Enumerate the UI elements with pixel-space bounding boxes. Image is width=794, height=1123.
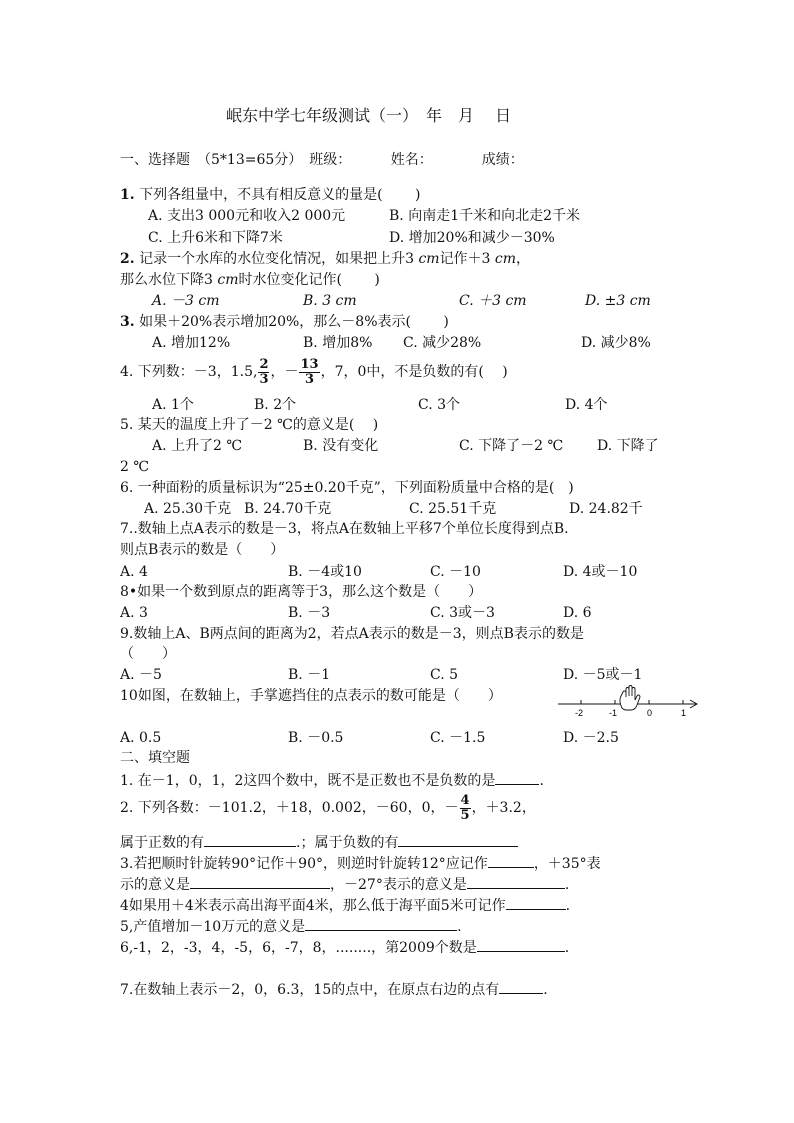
unit-cm: cm xyxy=(494,251,517,267)
question-text: 3.若把顺时针旋转90°记作＋90°，则逆时针旋转12°应记作 xyxy=(120,856,488,872)
q5-option-b: B. 没有变化 xyxy=(303,438,379,454)
question-10-stem: 10如图，在数轴上，手掌遮挡住的点表示的数可能是（ ） xyxy=(120,688,502,704)
answer-blank-negative[interactable] xyxy=(398,832,518,847)
fraction xyxy=(299,358,319,387)
fraction-denominator: 3 xyxy=(259,371,269,387)
q2-option-d: D. ±3 cm xyxy=(585,293,651,309)
q9-option-c: C. 5 xyxy=(430,667,459,683)
unit-cm: cm xyxy=(418,251,440,267)
question-text: 时水位变化记作( ) xyxy=(238,272,380,288)
q2-option-a: A. －3 cm xyxy=(152,293,220,309)
question-text: . xyxy=(565,898,571,914)
question-text: ，－ xyxy=(270,364,299,380)
tick-label: -1 xyxy=(609,708,618,718)
q9-option-a: A. －5 xyxy=(120,667,162,683)
answer-blank[interactable] xyxy=(305,916,457,931)
q10-option-a: A. 0.5 xyxy=(120,730,162,746)
q5-option-d: D. 下降了 xyxy=(597,438,659,454)
unit-cm: cm xyxy=(217,272,239,288)
section1-heading: 一、选择题 （5*13=65分） 班级： 姓名： 成绩： xyxy=(120,152,524,168)
question-text: 7.在数轴上表示－2，0，6.3，15的点中，在原点右边的点有 xyxy=(120,982,500,998)
q10-option-b: B. －0.5 xyxy=(288,730,344,746)
q7-option-c: C. －10 xyxy=(430,564,481,580)
q6-option-c: C. 25.51千克 xyxy=(409,501,497,517)
q5-option-a: A. 上升了2 ℃ xyxy=(152,438,243,454)
fraction-numerator: 13 xyxy=(300,356,319,372)
question-text: 那么水位下降3 xyxy=(120,272,218,288)
tick-label: 1 xyxy=(681,708,687,718)
answer-blank[interactable] xyxy=(506,895,566,910)
question-text: . xyxy=(564,940,570,956)
question-6-stem: 6. 一种面粉的质量标识为“25±0.20千克”，下列面粉质量中合格的是( ) xyxy=(120,480,574,496)
question-text: ， xyxy=(516,251,531,267)
fill-question-2-line2 xyxy=(120,832,518,852)
q3-option-c: C. 减少28% xyxy=(403,335,482,351)
question-text: . xyxy=(543,982,548,998)
question-7-stem: 7..数轴上点A表示的数是－3，将点A在数轴上平移7个单位长度得到点B. xyxy=(120,521,569,537)
q3-option-b: B. 增加8% xyxy=(303,335,373,351)
q1-option-d: D. 增加20%和减少－30% xyxy=(389,230,555,246)
q7-option-b: B. －4或10 xyxy=(288,564,362,580)
question-8-stem: 8•如果一个数到原点的距离等于3，那么这个数是（ ） xyxy=(120,584,483,600)
fraction-numerator: 4 xyxy=(460,792,470,808)
q9-option-b: B. －1 xyxy=(288,667,331,683)
q7-option-d: D. 4或－10 xyxy=(563,564,638,580)
answer-blank-positive[interactable] xyxy=(204,832,296,847)
question-text: 6,-1，2，-3，4，-5，6，-7，8，........，第2009个数是 xyxy=(120,940,477,956)
question-text: 1. 在－1，0，1，2这四个数中，既不是正数也不是负数的是 xyxy=(120,773,496,789)
q10-option-d: D. －2.5 xyxy=(563,730,619,746)
q4-option-a: A. 1个 xyxy=(152,397,194,413)
question-2-stem xyxy=(120,250,530,268)
fraction xyxy=(460,794,471,823)
hand-icon xyxy=(620,686,640,711)
question-text: . xyxy=(539,773,544,789)
fraction-denominator: 5 xyxy=(460,807,470,823)
tick-label: 0 xyxy=(647,708,653,718)
fill-question-2 xyxy=(120,792,536,824)
answer-blank[interactable] xyxy=(488,853,534,868)
question-text: 属于正数的有 xyxy=(120,835,204,851)
q3-option-d: D. 减少8% xyxy=(581,335,651,351)
fill-question-1 xyxy=(120,770,544,790)
q8-option-a: A. 3 xyxy=(120,605,148,621)
tick-label: -2 xyxy=(575,708,584,718)
page-title: 岷东中学七年级测试（一） 年 月 日 xyxy=(226,106,512,125)
answer-blank[interactable] xyxy=(499,979,543,994)
q9-option-d: D. －5或－1 xyxy=(563,667,643,683)
q8-option-c: C. 3或－3 xyxy=(430,605,495,621)
question-text: 记作＋3 xyxy=(439,251,495,267)
q4-option-c: C. 3个 xyxy=(418,397,461,413)
answer-blank[interactable] xyxy=(190,874,330,889)
question-5-stem: 5. 某天的温度上升了－2 ℃的意义是( ) xyxy=(120,417,379,433)
q1-option-c: C. 上升6米和下降7米 xyxy=(148,230,283,246)
question-9-stem: 9.数轴上A、B两点间的距离为2，若点A表示的数是－3，则点B表示的数是 xyxy=(120,626,584,642)
question-text: ，7，0中，不是负数的有( ) xyxy=(320,364,508,380)
question-text: 如果＋20%表示增加20%，那么－8%表示( ) xyxy=(134,314,449,330)
question-number: 2. xyxy=(120,251,135,267)
q1-option-a: A. 支出3 000元和收入2 000元 xyxy=(148,208,346,224)
q6-option-b: B. 24.70千克 xyxy=(244,501,332,517)
q8-option-d: D. 6 xyxy=(563,605,592,621)
question-4-stem xyxy=(120,356,508,388)
question-number: 3. xyxy=(120,314,135,330)
q7-option-a: A. 4 xyxy=(120,564,148,580)
q4-option-d: D. 4个 xyxy=(565,397,608,413)
question-9-stem-line2: （ ） xyxy=(120,646,176,662)
question-text: 4. 下列数：－3，1.5, xyxy=(120,364,258,380)
q2-option-b: B. 3 cm xyxy=(303,293,357,309)
question-text: ，－27°表示的意义是 xyxy=(330,877,467,893)
question-text: 5,产值增加－10万元的意义是 xyxy=(120,919,306,935)
fraction-denominator: 3 xyxy=(305,371,315,387)
question-text: 示的意义是 xyxy=(120,877,190,893)
answer-blank[interactable] xyxy=(467,874,565,889)
q4-option-b: B. 2个 xyxy=(254,397,297,413)
question-number: 1. xyxy=(120,187,135,203)
fill-question-3 xyxy=(120,853,601,873)
question-text: ，＋3.2， xyxy=(471,800,536,816)
answer-blank[interactable] xyxy=(495,770,539,785)
fraction xyxy=(258,358,269,387)
fill-question-3-line2 xyxy=(120,874,569,894)
fill-question-4 xyxy=(120,895,570,915)
fill-question-6 xyxy=(120,937,569,957)
q3-option-a: A. 增加12% xyxy=(152,335,231,351)
fill-question-7 xyxy=(120,979,548,999)
question-1-stem xyxy=(120,186,420,204)
question-text: ，＋35°表 xyxy=(533,856,601,872)
question-3-stem xyxy=(120,313,449,331)
question-text: 记录一个水库的水位变化情况，如果把上升3 xyxy=(134,251,419,267)
question-text: 4如果用＋4米表示高出海平面4米，那么低于海平面5米可记作 xyxy=(120,898,506,914)
q1-option-b: B. 向南走1千米和向北走2千米 xyxy=(389,208,581,224)
question-text: .；属于负数的有 xyxy=(296,835,399,851)
q6-option-a: A. 25.30千克 xyxy=(144,501,232,517)
number-line-figure xyxy=(556,683,702,723)
question-text: 下列各组量中，不具有相反意义的量是( ) xyxy=(134,187,421,203)
question-text: . xyxy=(564,877,570,893)
q5-option-d-continued: 2 ℃ xyxy=(120,459,150,475)
answer-blank[interactable] xyxy=(477,937,565,952)
q2-option-c: C. ＋3 cm xyxy=(459,293,527,309)
fraction-numerator: 2 xyxy=(259,356,269,372)
q8-option-b: B. －3 xyxy=(288,605,331,621)
q6-option-d: D. 24.82千 xyxy=(569,501,643,517)
fill-question-5 xyxy=(120,916,462,936)
question-text: 2. 下列各数：－101.2，＋18，0.002，－60，0，－ xyxy=(120,800,459,816)
q10-option-c: C. －1.5 xyxy=(430,730,486,746)
question-text: . xyxy=(457,919,462,935)
question-7-stem-line2: 则点B表示的数是（ ） xyxy=(120,542,285,558)
section2-heading: 二、填空题 xyxy=(120,750,190,766)
question-2-stem-line2 xyxy=(120,271,380,289)
q5-option-c: C. 下降了－2 ℃ xyxy=(459,438,564,454)
